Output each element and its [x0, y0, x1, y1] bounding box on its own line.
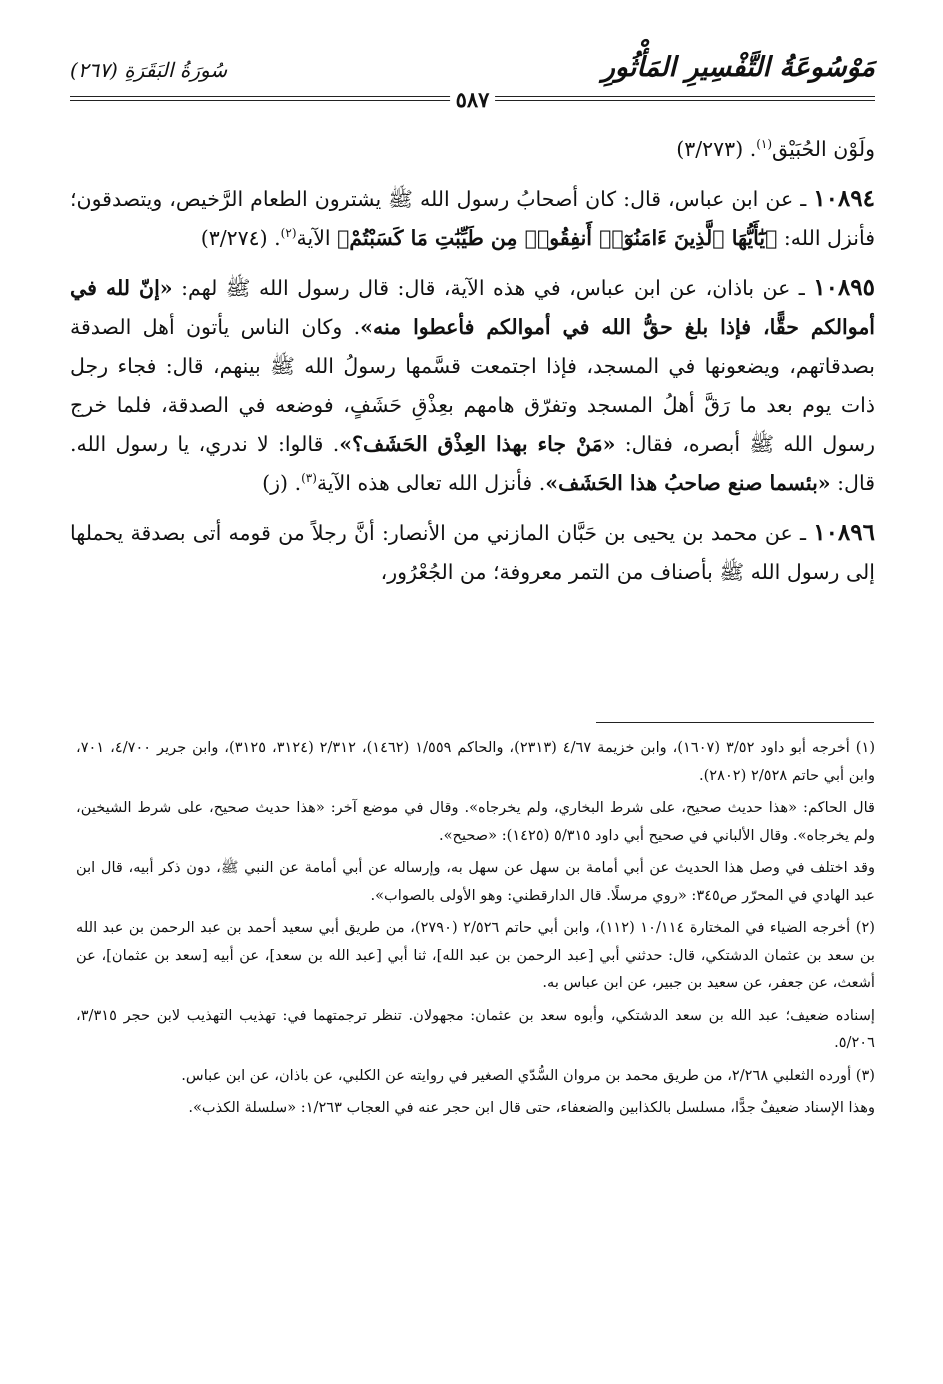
hadith-text: ـ عن ابن عباس، قال: كان أصحابُ رسول الله ﷺ يشترون الطعام الرَّخيص، ويتصدقون؛ فأنزل الله:	[70, 187, 875, 250]
footnotes	[76, 734, 875, 1127]
source-ref: . (ز)	[262, 471, 302, 495]
hadith-text: . قالوا: لا ندري، يا رسول الله. قال:	[70, 432, 875, 495]
footnote-1: (١) أخرجه أبو داود ٣/٥٢ (١٦٠٧)، وابن خزيمة ٤/٦٧ (٢٣١٣)، والحاكم ١/٥٥٩ (١٤٦٢)، ٢/٣١٢ (٣١٢٤، ٣١٢٥)، وابن جرير ٤/٧٠٠، ٧٠١، وابن أبي حاتم ٢/٥٢٨ (٢٨٠٢).	[76, 739, 876, 784]
main-text	[70, 130, 875, 602]
footnote-1-comment: وقد اختلف في وصل هذا الحديث عن أبي أمامة بن سهل عن سهل به، وإرساله عن أبي أمامة عن النبي ﷺ، دون ذكر أبيه، قال ابن عبد الهادي في المحرّر ص٣٤٥: «روي مرسلًا. قال الدارقطني: وهو الأولى بالصواب».	[76, 859, 875, 904]
book-title: مَوْسُوعَةُ التَّفْسِيرِ المَأْثُورِ	[601, 52, 875, 83]
footnote-1-comment: قال الحاكم: «هذا حديث صحيح، على شرط البخاري، ولم يخرجاه». وقال في موضع آخر: «هذا حديث صحيح، على شرط الشيخين، ولم يخرجاه». وقال الألباني في صحيح أبي داود ٥/٣١٥ (١٤٢٥): «صحيح».	[76, 799, 875, 844]
footnote-2: (٢) أخرجه الضياء في المختارة ١٠/١١٤ (١١٢)، وابن أبي حاتم ٢/٥٢٦ (٢٧٩٠)، من طريق أبي سعيد أحمد بن عبد الرحمن بن عبد الله بن سعد بن عثمان الدشتكي، قال: حدثني أبي [عبد الرحمن بن عبد الله]، ثنا أبي [عبد الله بن سعد]، عن أبيه [سعد بن عثمان]، عن أشعث، عن جعفر، عن سعيد بن جبير، عن ابن عباس به.	[76, 919, 875, 991]
hadith-10895	[70, 268, 875, 503]
footnote-3: (٣) أورده الثعلبي ٢/٢٦٨، من طريق محمد بن مروان السُّدّي الصغير في روايته عن الكلبي، عن باذان، عن ابن عباس.	[181, 1066, 875, 1084]
hadith-text-tail: الآية	[296, 226, 338, 250]
prophet-quote: «مَنْ جاء بهذا العِذْق الحَشَف؟»	[339, 432, 616, 456]
hadith-text: ـ عن محمد بن يحيى بن حَبَّان المازني من الأنصار: أنَّ رجلاً من قومه أتى بصدقة يحملها إلى رسول الله ﷺ بأصناف من التمر معروفة؛ من الجُعْرُور،	[70, 521, 875, 584]
surah-label: سُورَةُ البَقَرَةِ (٢٦٧)	[70, 58, 228, 82]
footnote-2-comment: إسناده ضعيف؛ عبد الله بن سعد الدشتكي، وأبوه سعد بن عثمان: مجهولان. تنظر ترجمتهما في: تهذيب التهذيب لابن حجر ٣/٣١٥، ٥/٢٠٦.	[76, 1006, 875, 1051]
quran-quote: ﴿يَٰٓأَيُّهَا ٱلَّذِينَ ءَامَنُوٓا۟ أَنفِقُوا۟ مِن طَيِّبَٰتِ مَا كَسَبْتُمْ﴾	[337, 226, 778, 250]
running-header	[70, 52, 875, 112]
prophet-quote: «بئسما صنع صاحبُ هذا الحَشَف»	[545, 471, 831, 495]
footnote-ref-3: (٣)	[301, 471, 317, 486]
hadith-10896	[70, 513, 875, 592]
hadith-10894	[70, 179, 875, 258]
footnote-ref-1: (١)	[756, 137, 773, 152]
hadith-text: . وكان الناس يأتون أهل الصدقة بصدقاتهم، ويضعونها في المسجد، فإذا اجتمعت قسَّمها رسولُ الله ﷺ بينهم، قال: فجاء رجل ذات يوم بعد ما رَقَّ أهلُ المسجد وتفرّق هامهم بعِذْقِ حَشَفٍ، فوضعه في الصدقة، فلما خرج رسول الله ﷺ أبصره، فقال:	[70, 315, 875, 456]
footnote-separator	[596, 722, 874, 723]
page-number: ٥٨٧	[450, 87, 496, 112]
footnote-ref-2: (٢)	[280, 226, 297, 241]
volume-ref: . (٣/٢٧٣)	[676, 137, 757, 161]
hadith-number: ١٠٨٩٥	[813, 274, 875, 301]
prophet-quote: «إنّ لله في أموالكم حقًّا، فإذا بلغ حقُّ الله في أموالكم فأعطوا منه»	[70, 276, 875, 339]
hadith-number: ١٠٨٩٤	[813, 185, 875, 212]
volume-ref: . (٣/٢٧٤)	[200, 226, 281, 250]
intro-line	[70, 130, 875, 169]
hadith-text: ـ عن باذان، عن ابن عباس، في هذه الآية، قال: قال رسول الله ﷺ لهم:	[172, 276, 814, 300]
hadith-text: . فأنزل الله تعالى هذه الآية	[316, 471, 546, 495]
hadith-number: ١٠٨٩٦	[813, 519, 875, 546]
footnote-3-comment: وهذا الإسناد ضعيفٌ جدًّا، مسلسل بالكذابين والضعفاء، حتى قال ابن حجر عنه في العجاب ١/٢٦٣: «سلسلة الكذب».	[188, 1099, 875, 1116]
intro-text: ولَوْن الحُبَيْق	[772, 137, 875, 161]
